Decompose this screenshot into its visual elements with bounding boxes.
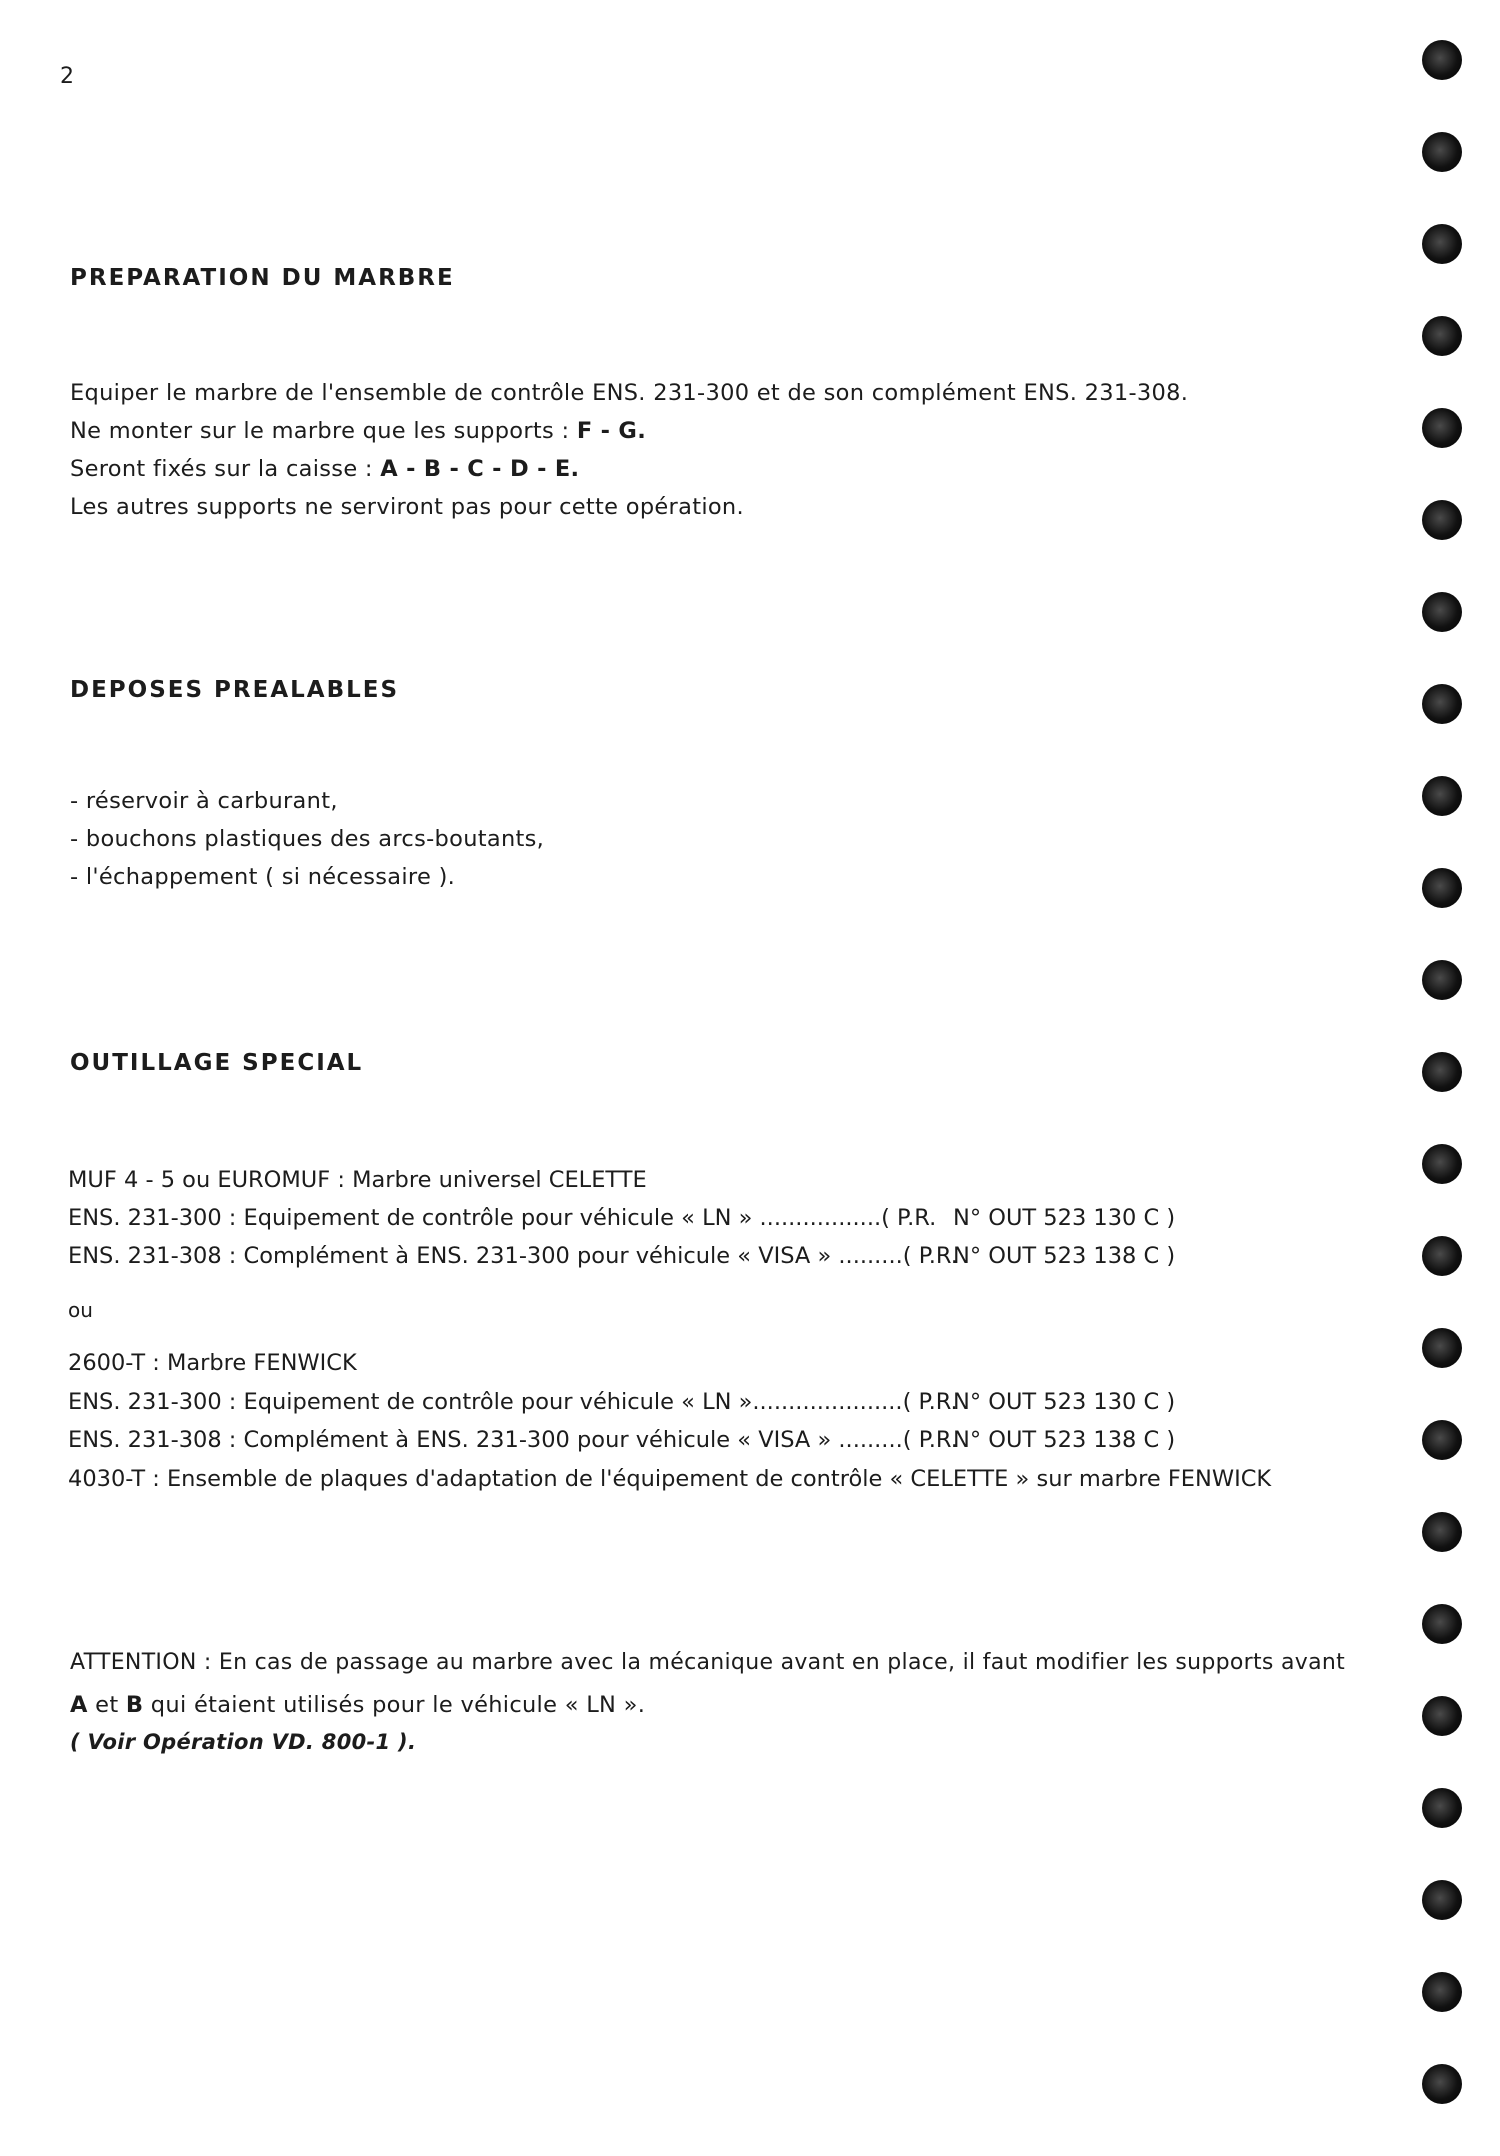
binder-hole: [1422, 776, 1462, 816]
binder-hole: [1422, 224, 1462, 264]
attention-line-3: ( Voir Opération VD. 800-1 ).: [70, 1730, 417, 1754]
binder-hole: [1422, 1236, 1462, 1276]
preparation-line-3: [70, 456, 579, 482]
outillage-row: [68, 1205, 1176, 1231]
binder-hole: [1422, 1512, 1462, 1552]
outillage-row: [68, 1427, 1176, 1453]
attention-line-2: [70, 1692, 645, 1718]
preparation-line-3-bold: A - B - C - D - E.: [380, 456, 580, 482]
attention-bold-a: A: [70, 1692, 88, 1718]
preparation-line-2-text: Ne monter sur le marbre que les supports :: [70, 418, 577, 444]
binder-hole: [1422, 868, 1462, 908]
binder-hole: [1422, 960, 1462, 1000]
binder-hole: [1422, 132, 1462, 172]
binder-hole: [1422, 408, 1462, 448]
attention-bold-b: B: [125, 1692, 144, 1718]
binder-hole: [1422, 1972, 1462, 2012]
section-title-outillage: OUTILLAGE SPECIAL: [70, 1050, 364, 1076]
outillage-row-ref: N° OUT 523 130 C ): [953, 1389, 1176, 1415]
binder-hole: [1422, 1328, 1462, 1368]
outillage-plate-line: 4030-T : Ensemble de plaques d'adaptation de l'équipement de contrôle « CELETTE » sur marbre FENWICK: [68, 1466, 1272, 1492]
binder-hole: [1422, 592, 1462, 632]
deposes-item: - l'échappement ( si nécessaire ).: [70, 864, 456, 890]
binder-hole: [1422, 1604, 1462, 1644]
outillage-group2-head: 2600-T : Marbre FENWICK: [68, 1350, 357, 1376]
deposes-item: - bouchons plastiques des arcs-boutants,: [70, 826, 545, 852]
preparation-line-2: [70, 418, 646, 444]
outillage-row-ref: N° OUT 523 138 C ): [953, 1243, 1176, 1269]
binder-hole: [1422, 1052, 1462, 1092]
binder-hole: [1422, 1880, 1462, 1920]
section-title-preparation: PREPARATION DU MARBRE: [70, 265, 455, 291]
outillage-row-ref: N° OUT 523 130 C ): [953, 1205, 1176, 1231]
binder-hole: [1422, 2064, 1462, 2104]
outillage-row-ref: N° OUT 523 138 C ): [953, 1427, 1176, 1453]
preparation-line-4: Les autres supports ne serviront pas pour cette opération.: [70, 494, 744, 520]
attention-line-1: ATTENTION : En cas de passage au marbre avec la mécanique avant en place, il faut modifier les supports avant: [70, 1650, 1346, 1675]
binder-holes: [1422, 36, 1472, 2136]
outillage-group1-head: MUF 4 - 5 ou EUROMUF : Marbre universel CELETTE: [68, 1167, 647, 1193]
binder-hole: [1422, 500, 1462, 540]
deposes-item: - réservoir à carburant,: [70, 788, 338, 814]
binder-hole: [1422, 1788, 1462, 1828]
outillage-row-desc: ENS. 231-300 : Equipement de contrôle pour véhicule « LN ».....................( P.R.: [68, 1389, 958, 1415]
binder-hole: [1422, 40, 1462, 80]
attention-line-2-mid: et: [87, 1692, 126, 1718]
outillage-row: [68, 1389, 1176, 1415]
preparation-line-2-bold: F - G.: [576, 418, 647, 444]
binder-hole: [1422, 1696, 1462, 1736]
preparation-line-1: Equiper le marbre de l'ensemble de contrôle ENS. 231-300 et de son complément ENS. 231-308.: [70, 380, 1189, 406]
outillage-or: ou: [68, 1298, 93, 1322]
binder-hole: [1422, 1420, 1462, 1460]
outillage-row: [68, 1243, 1176, 1269]
preparation-line-3-text: Seront fixés sur la caisse :: [70, 456, 381, 482]
binder-hole: [1422, 316, 1462, 356]
outillage-row-desc: ENS. 231-300 : Equipement de contrôle pour véhicule « LN » .................( P.R.: [68, 1205, 937, 1231]
section-title-deposes: DEPOSES PREALABLES: [70, 677, 400, 703]
binder-hole: [1422, 1144, 1462, 1184]
binder-hole: [1422, 684, 1462, 724]
outillage-row-desc: ENS. 231-308 : Complément à ENS. 231-300 pour véhicule « VISA » .........( P.R.: [68, 1243, 958, 1269]
attention-line-2-rest: qui étaient utilisés pour le véhicule « LN ».: [143, 1692, 646, 1718]
page-number: 2: [60, 64, 74, 89]
outillage-row-desc: ENS. 231-308 : Complément à ENS. 231-300 pour véhicule « VISA » .........( P.R.: [68, 1427, 958, 1453]
